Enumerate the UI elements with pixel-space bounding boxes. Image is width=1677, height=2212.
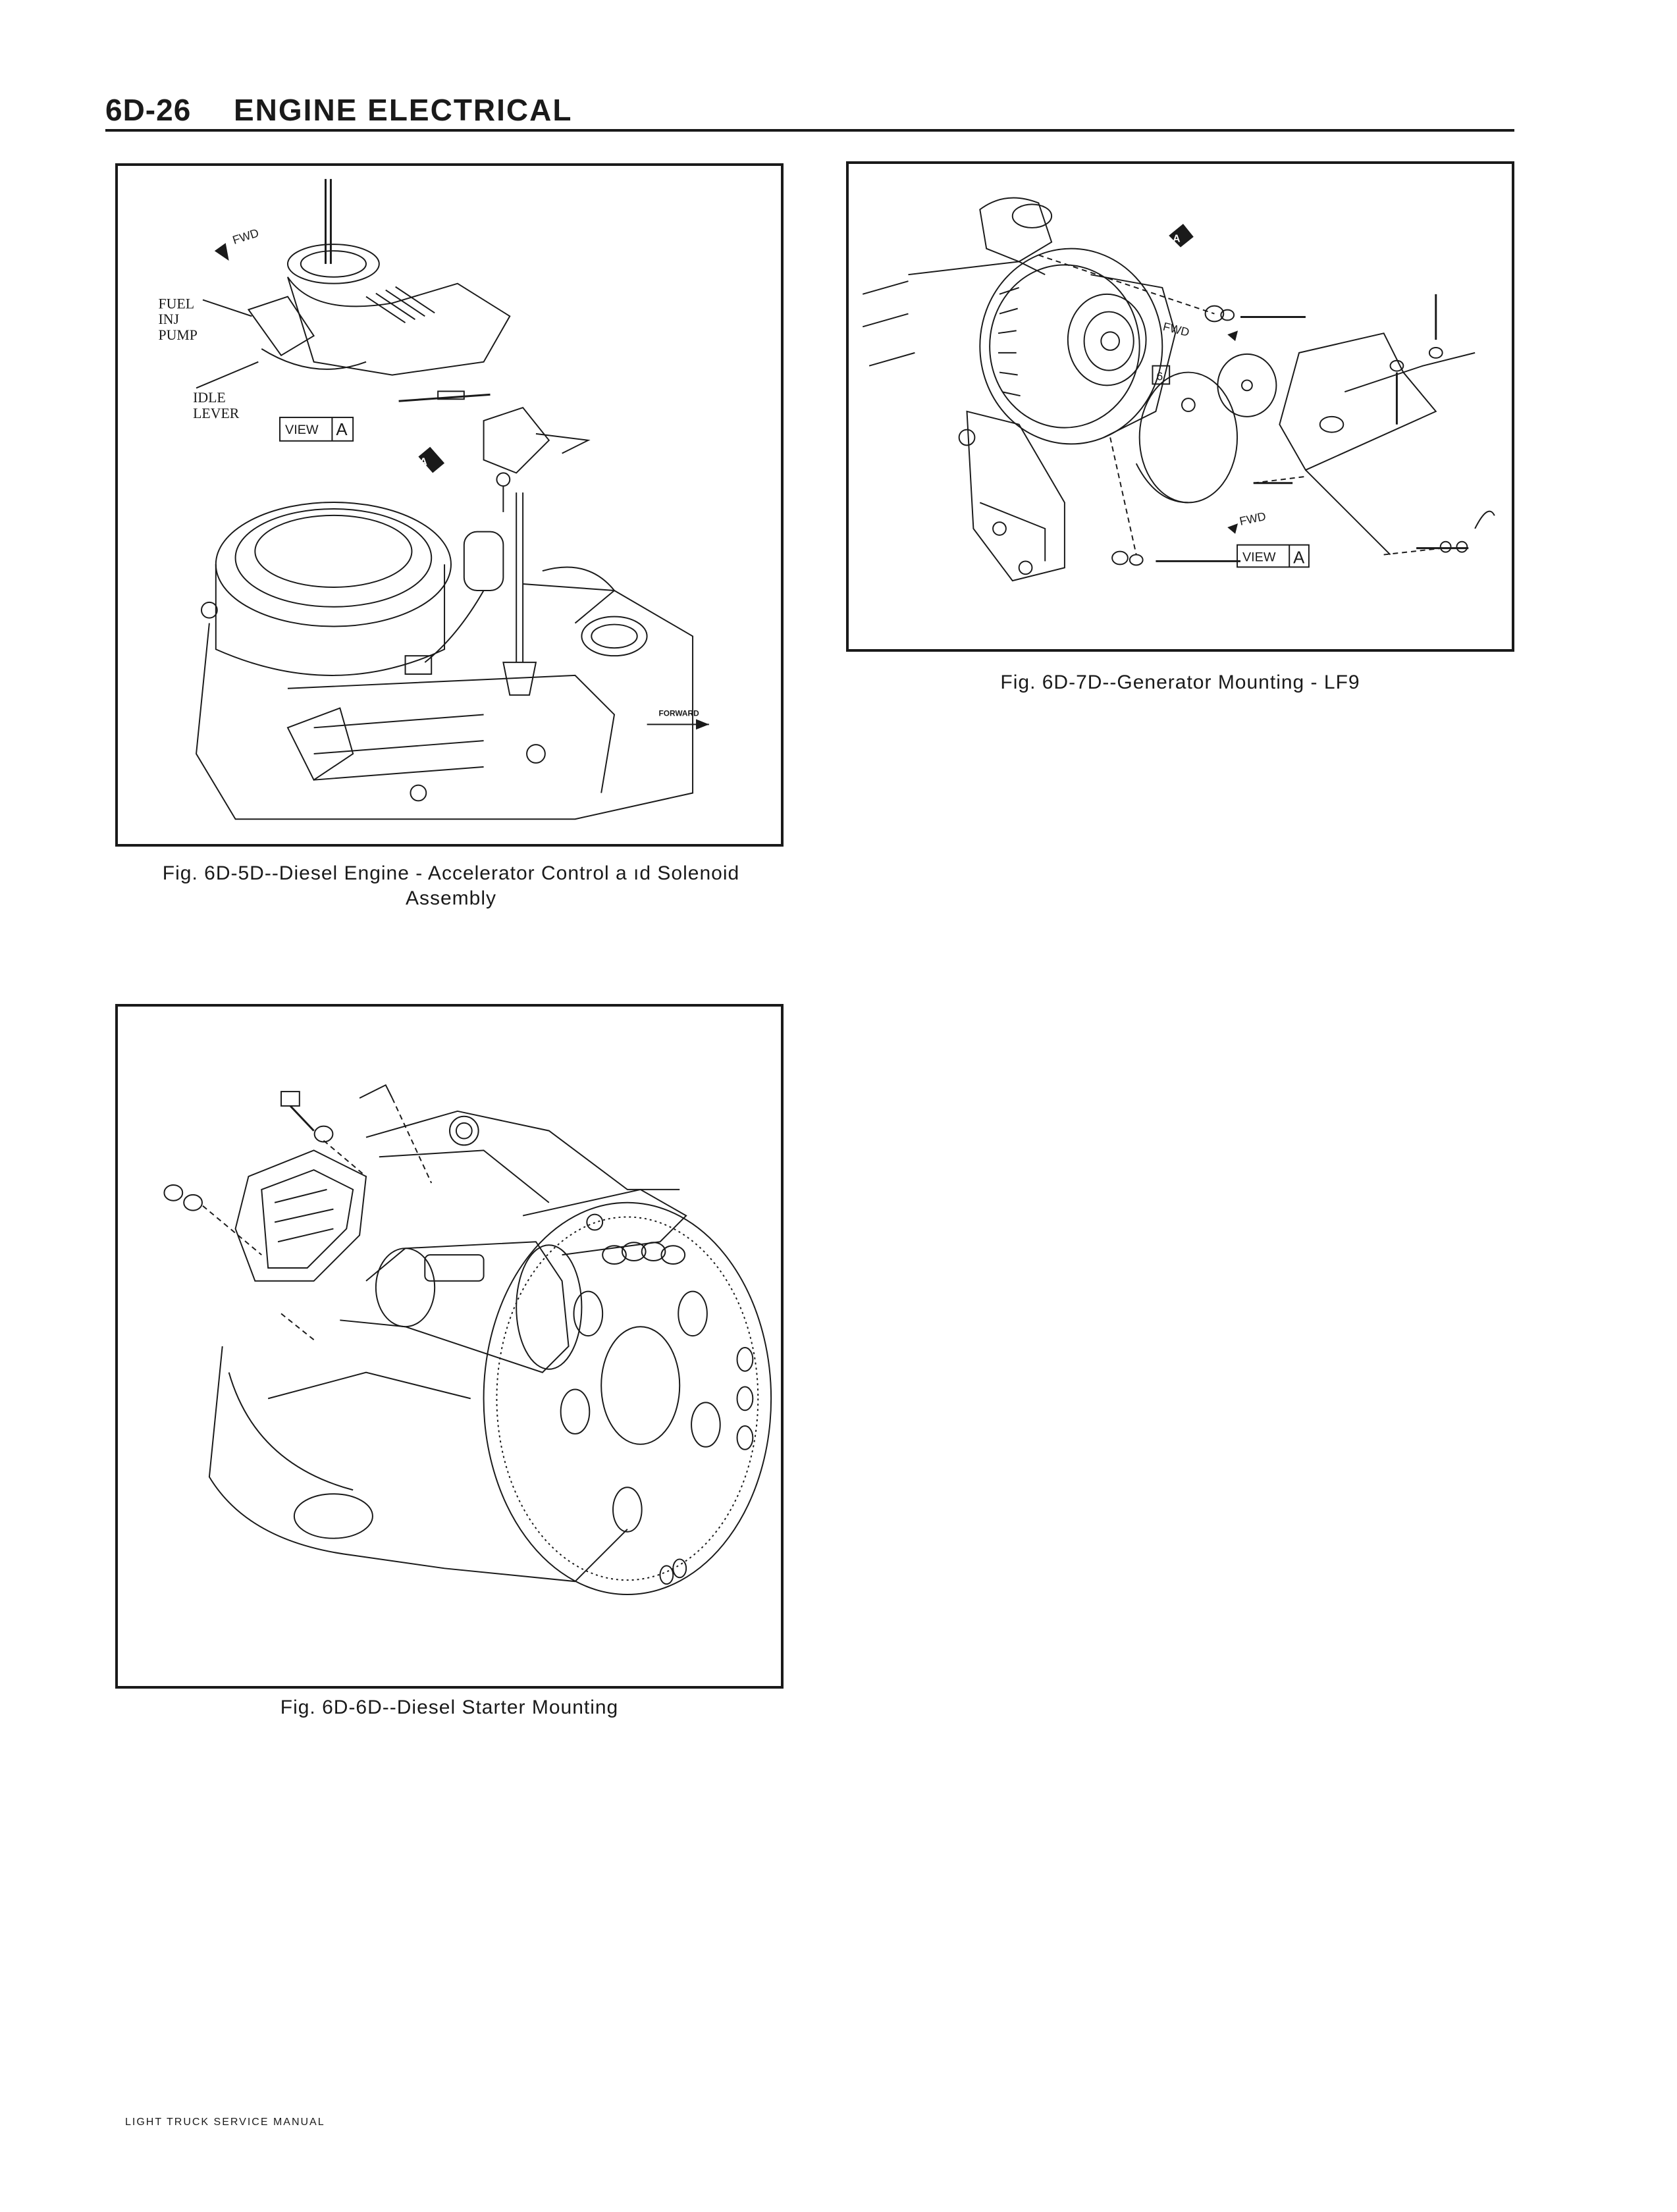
gen-fwd-bottom: FWD xyxy=(1238,509,1267,528)
forward-label: FORWARD xyxy=(658,708,699,718)
callout-a-label: A xyxy=(419,456,427,468)
caption-line-2: Assembly xyxy=(405,887,497,909)
view-letter-label: A xyxy=(336,420,348,439)
figure-accelerator-caption xyxy=(109,861,793,911)
figure-accelerator-control xyxy=(115,163,784,847)
accelerator-illustration xyxy=(118,166,781,844)
idle-label: IDLE xyxy=(193,390,226,406)
gen-callout-a: A xyxy=(1173,233,1181,245)
figure-starter-mounting xyxy=(115,1004,784,1689)
lever-label: LEVER xyxy=(193,406,240,422)
starter-illustration xyxy=(118,1007,781,1686)
caption-line-1: Fig. 6D-5D--Diesel Engine - Accelerator Control a ıd Solenoid xyxy=(162,862,740,884)
pump-label: PUMP xyxy=(158,327,198,343)
gen-six-label: 6 xyxy=(1156,369,1163,383)
page-header xyxy=(105,92,1514,132)
fwd-label: FWD xyxy=(230,226,261,247)
generator-illustration xyxy=(849,164,1512,649)
gen-view-letter: A xyxy=(1293,548,1305,567)
fuel-label: FUEL xyxy=(158,296,195,312)
figure-generator-caption: Fig. 6D-7D--Generator Mounting - LF9 xyxy=(1000,672,1360,693)
figure-starter-caption: Fig. 6D-6D--Diesel Starter Mounting xyxy=(280,1697,619,1718)
page-number: 6D-26 xyxy=(105,93,192,127)
view-label: VIEW xyxy=(284,422,319,437)
footer-manual-name: LIGHT TRUCK SERVICE MANUAL xyxy=(125,2117,325,2128)
section-title: ENGINE ELECTRICAL xyxy=(234,93,573,127)
gen-fwd-top: FWD xyxy=(1161,319,1191,339)
header-rule xyxy=(105,129,1514,132)
figure-generator-mounting xyxy=(846,161,1514,652)
inj-label: INJ xyxy=(158,311,180,328)
gen-view-label: VIEW xyxy=(1242,550,1276,565)
